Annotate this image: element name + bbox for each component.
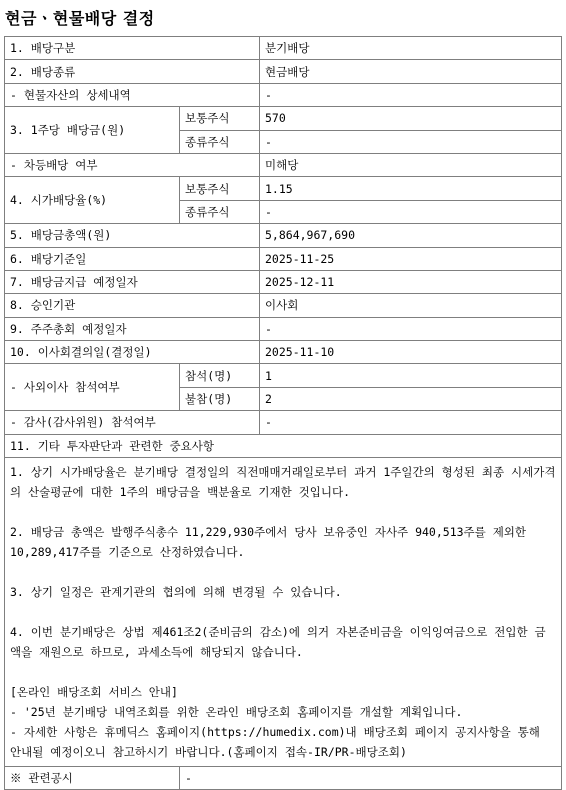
row-label: - 사외이사 참석여부 xyxy=(5,364,180,411)
row-value: 5,864,967,690 xyxy=(260,224,562,247)
row-label: 4. 시가배당율(%) xyxy=(5,177,180,224)
row-value: 570 xyxy=(260,107,562,130)
table-row xyxy=(5,83,562,106)
table-row xyxy=(5,270,562,293)
row-sublabel: 종류주식 xyxy=(180,200,260,223)
note-paragraph: - '25년 분기배당 내역조회를 위한 온라인 배당조회 홈페이지를 개설할 계획입니다. xyxy=(10,705,463,720)
row-value: - xyxy=(260,200,562,223)
table-row xyxy=(5,411,562,434)
table-row xyxy=(5,341,562,364)
row-label: 3. 1주당 배당금(원) xyxy=(5,107,180,154)
table-row xyxy=(5,153,562,176)
notes-row xyxy=(5,458,562,767)
row-value: - xyxy=(180,767,562,790)
row-value: 2 xyxy=(260,387,562,410)
row-value: 2025-11-10 xyxy=(260,341,562,364)
notes-cell xyxy=(5,458,562,767)
table-row xyxy=(5,60,562,83)
table-row xyxy=(5,107,562,130)
page-title: 현금ㆍ현물배당 결정 xyxy=(5,9,155,28)
table-row xyxy=(5,294,562,317)
row-label: 1. 배당구분 xyxy=(5,37,260,60)
note-paragraph: - 자세한 사항은 휴메딕스 홈페이지(https://humedix.com)내 배당조회 페이지 공지사항을 통해 안내될 예정이오니 참고하시기 바랍니다.(홈페이지 접속-IR/PR-배당조회) xyxy=(10,725,540,760)
row-label: - 현물자산의 상세내역 xyxy=(5,83,260,106)
row-value: 미해당 xyxy=(260,153,562,176)
row-value: 1 xyxy=(260,364,562,387)
table-row xyxy=(5,767,562,790)
note-heading: [온라인 배당조회 서비스 안내] xyxy=(10,685,178,700)
row-value: 1.15 xyxy=(260,177,562,200)
row-sublabel: 종류주식 xyxy=(180,130,260,153)
row-label: 10. 이사회결의일(결정일) xyxy=(5,341,260,364)
table-row xyxy=(5,224,562,247)
row-value: - xyxy=(260,130,562,153)
row-value: 2025-12-11 xyxy=(260,270,562,293)
row-sublabel: 참석(명) xyxy=(180,364,260,387)
row-label: 8. 승인기관 xyxy=(5,294,260,317)
table-row xyxy=(5,37,562,60)
table-row xyxy=(5,434,562,457)
note-paragraph: 1. 상기 시가배당율은 분기배당 결정일의 직전매매거래일로부터 과거 1주일간의 형성된 최종 시세가격의 산술평균에 대한 1주의 배당금을 백분율로 기재한 것입니다. xyxy=(10,465,556,500)
row-value: 분기배당 xyxy=(260,37,562,60)
table-row xyxy=(5,364,562,387)
row-value: - xyxy=(260,83,562,106)
note-paragraph: 3. 상기 일정은 관계기관의 협의에 의해 변경될 수 있습니다. xyxy=(10,585,342,600)
row-value: - xyxy=(260,411,562,434)
row-value: 2025-11-25 xyxy=(260,247,562,270)
row-sublabel: 보통주식 xyxy=(180,107,260,130)
row-label: - 감사(감사위원) 참석여부 xyxy=(5,411,260,434)
row-value: - xyxy=(260,317,562,340)
note-paragraph: 4. 이번 분기배당은 상법 제461조2(준비금의 감소)에 의거 자본준비금을 이익잉여금으로 전입한 금액을 재원으로 하므로, 과세소득에 해당되지 않습니다. xyxy=(10,625,546,660)
row-sublabel: 불참(명) xyxy=(180,387,260,410)
row-label: 11. 기타 투자판단과 관련한 중요사항 xyxy=(5,434,562,457)
disclosure-table xyxy=(4,36,562,790)
table-row xyxy=(5,317,562,340)
row-value: 현금배당 xyxy=(260,60,562,83)
table-row xyxy=(5,247,562,270)
row-label: 6. 배당기준일 xyxy=(5,247,260,270)
row-value: 이사회 xyxy=(260,294,562,317)
row-label: 5. 배당금총액(원) xyxy=(5,224,260,247)
table-row xyxy=(5,177,562,200)
row-label: ※ 관련공시 xyxy=(5,767,180,790)
row-sublabel: 보통주식 xyxy=(180,177,260,200)
row-label: - 차등배당 여부 xyxy=(5,153,260,176)
row-label: 7. 배당금지급 예정일자 xyxy=(5,270,260,293)
row-label: 2. 배당종류 xyxy=(5,60,260,83)
row-label: 9. 주주총회 예정일자 xyxy=(5,317,260,340)
note-paragraph: 2. 배당금 총액은 발행주식총수 11,229,930주에서 당사 보유중인 자사주 940,513주를 제외한 10,289,417주를 기준으로 산정하였습니다. xyxy=(10,525,527,560)
